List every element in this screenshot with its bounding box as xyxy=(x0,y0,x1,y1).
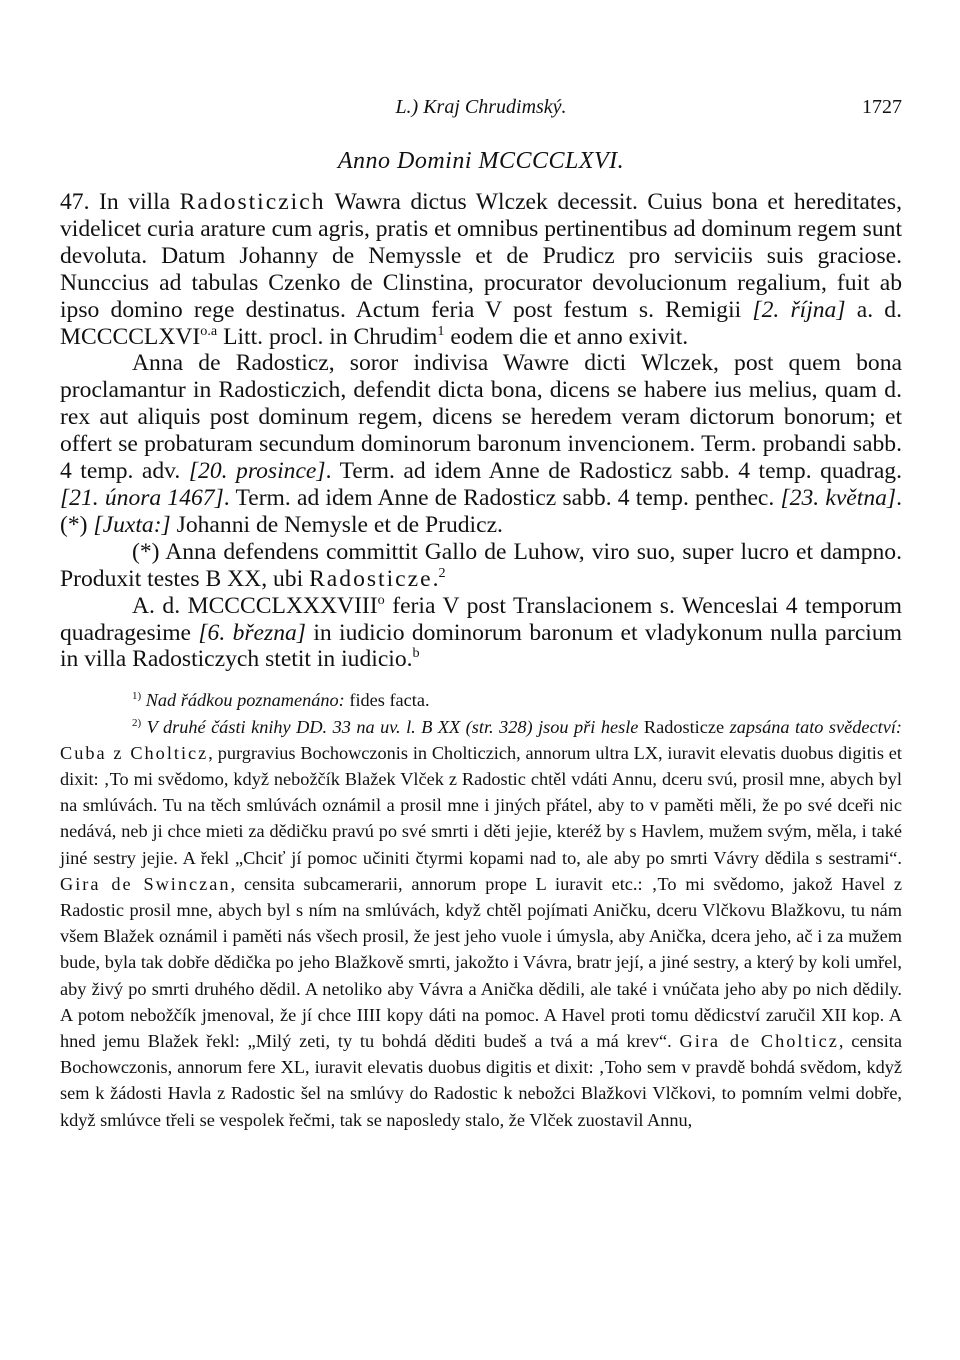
date-gloss: [23. května] xyxy=(780,484,897,511)
footnote-mark: 2) xyxy=(132,716,142,729)
text-run: fides facta. xyxy=(344,690,430,711)
entry-paragraph-1 xyxy=(60,189,902,350)
date-gloss: [2. října] xyxy=(752,296,846,323)
running-head xyxy=(60,96,902,126)
running-title: L.) Kraj Chrudimský. xyxy=(395,96,567,118)
footnote-ref: 2 xyxy=(438,564,446,581)
text-run: (*) Anna defendens committit Gallo de Luhow, viro suo, super lucro et dampno. Produxit testes B XX, ubi xyxy=(60,538,902,592)
main-text xyxy=(60,189,902,673)
text-run: eodem die et anno exivit. xyxy=(444,323,689,350)
text-run: . Term. ad idem Anne de Radosticz sabb. 4 temp. quadrag. xyxy=(325,458,902,485)
text-run: feria V post Translacionem s. Wenceslai 4 temporum quadragesime xyxy=(60,592,902,646)
entry-number: 47. xyxy=(60,189,90,215)
text-run: . xyxy=(432,565,439,592)
note-mark: o.a xyxy=(200,322,218,339)
entry-paragraph-3 xyxy=(60,539,902,593)
date-gloss: [20. prosince] xyxy=(188,458,326,485)
text-run: Anna de Radosticz, soror indivisa Wawre dicti Wlczek, post quem bona proclamantur in Radosticzich, defendit dicta bona, dicens se habere ius melius, quam d. rex aut aliquis post dominum regem, dicens se heredem veram dictorum bonorum; et offert se probaturam secundum dominorum baronum invencionem. Term. probandi sabb. 4 temp. adv. xyxy=(60,350,902,485)
entry-paragraph-4 xyxy=(60,593,902,674)
ordinal-mark: o xyxy=(377,591,385,608)
place-name: Radosticzich xyxy=(179,189,326,215)
text-run: , censita Bochowczonis, annorum fere XL, iuravit elevatis duobus digitis et dixit: ‚Toho sem v pravdě bohdá svědom, když sem k žádosti Havla z Radostic šel na smlúvy do Radostic k nebožci Blažkovi Vlčkovi, to pomním velmi dobře, když smlúvce třeli se vespolek řečmi, tak se naposledy stalo, že Vlček zuostavil Annu, xyxy=(60,1030,902,1130)
footnote-2 xyxy=(60,714,902,1133)
year-heading: Anno Domini MCCCCLXVI. xyxy=(337,148,625,174)
footnotes xyxy=(60,687,902,1132)
text-run: .(*) xyxy=(60,484,902,538)
footnote-label: V druhé části knihy DD. 33 na uv. l. B XX (str. 328) jsou při hesle xyxy=(146,716,639,737)
footnote-label: Nad řádkou poznamenáno: xyxy=(145,690,345,711)
page-number: 1727 xyxy=(862,96,902,118)
text-run: , purgravius Bochowczonis in Cholticzich, annorum ultra LX, iuravit elevatis duobus digitis et dixit: ‚To mi svědomo, když nebožčík Blažek Vlček z Radostic chtěl vdáti Annu, dceru svú, prosil mne, abych byl na smlúvách. Tu na těch smlúvách oznámil a prosil mne i jiných přátel, aby to v paměti měli, že po své dceři nic nedává, neb ji chce mieti za dědičku pravú po své smrti i děti jejie, kteréž by s Havlem, mužem svým, měla, i také jiné sestry jejie. A řekl „Chciť jí pomoc učiniti čtyrmi kopami nad to, ale aby po smrti Vávry dědila s sestrami“. xyxy=(60,742,902,868)
footnote-label: zapsána tato svědectví: xyxy=(729,716,902,737)
text-run: . Term. ad idem Anne de Radosticz sabb. 4 temp. penthec. xyxy=(223,484,781,511)
footnote-1 xyxy=(60,687,902,713)
text-run: A. d. MCCCCLXXXVIII xyxy=(132,592,378,619)
text-run: In villa xyxy=(99,189,180,215)
text-run: in iudicio dominorum baronum et vladykonum nulla parcium in villa Radosticzych stetit in iudicio. xyxy=(60,619,902,673)
place-name: Radosticze xyxy=(309,565,433,592)
witness-name: Gira de Swinczan xyxy=(60,873,231,894)
date-gloss: [6. března] xyxy=(198,619,306,646)
text-run: Wawra dictus Wlczek decessit. Cuius bona et hereditates, videlicet curia arature cum agris, pratis et omnibus pertinentibus ad dominum regem sunt devoluta. Datum Johanny de Nemyssle et de Prudicz pro serviciis suis graciose. Nunccius ad tabulas Czenko de Clinstina, procurator devolucionum regalium, fuit ab ipso domino rege destinatus. Actum feria V post festum s. Remigii xyxy=(60,189,902,323)
text-run: , censita subcamerarii, annorum prope L iuravit etc.: ‚To mi svědomo, jakož Havel z Radostic prosil mne, abych byl s ním na smlúvách, když chtěl pojímati Aničku, dceru Vlčkovu Blažkovu, tu nám všem Blažek oznámil i paměti nás všech prosil, že jest jeho vuole i úmysla, aby Anička, dcera jeho, ač i za mužem bude, byla tak dobře dědička po jeho Blažkově smrti, jakožto i Vávra, bratr její, a jiné sestry, a který by koli umřel, aby živý po smrti druhého dědil. A netoliko aby Vávra a Anička dědili, ale také i vnúčata jeho aby po nich dědily. A potom nebožčík jmenoval, že jí chce IIII kopy dáti na pomoc. A Havel proti tomu dědicství zaručil XII kop. A hned jemu Blažek řekl: „Milý zeti, ty tu bohdá děditi budeš a tvá a má krev“. xyxy=(60,873,902,1051)
document-page xyxy=(60,96,902,1133)
text-run: Radosticze xyxy=(638,716,730,737)
editorial-gloss: [Juxta:] xyxy=(93,511,171,538)
text-run: Johanni de Nemysle et de Prudicz. xyxy=(170,511,503,538)
date-gloss: [21. února 1467] xyxy=(60,484,224,511)
witness-name: Gira de Cholticz xyxy=(679,1030,839,1051)
text-run: Litt. procl. in Chrudim xyxy=(217,323,438,350)
footnote-ref: 1 xyxy=(437,322,445,339)
note-mark: b xyxy=(412,645,420,662)
text-run: a. d. MCCCCLXVI xyxy=(60,296,902,350)
footnote-mark: 1) xyxy=(132,690,142,703)
entry-paragraph-2 xyxy=(60,350,902,538)
witness-name: Cuba z Cholticz xyxy=(60,742,209,763)
